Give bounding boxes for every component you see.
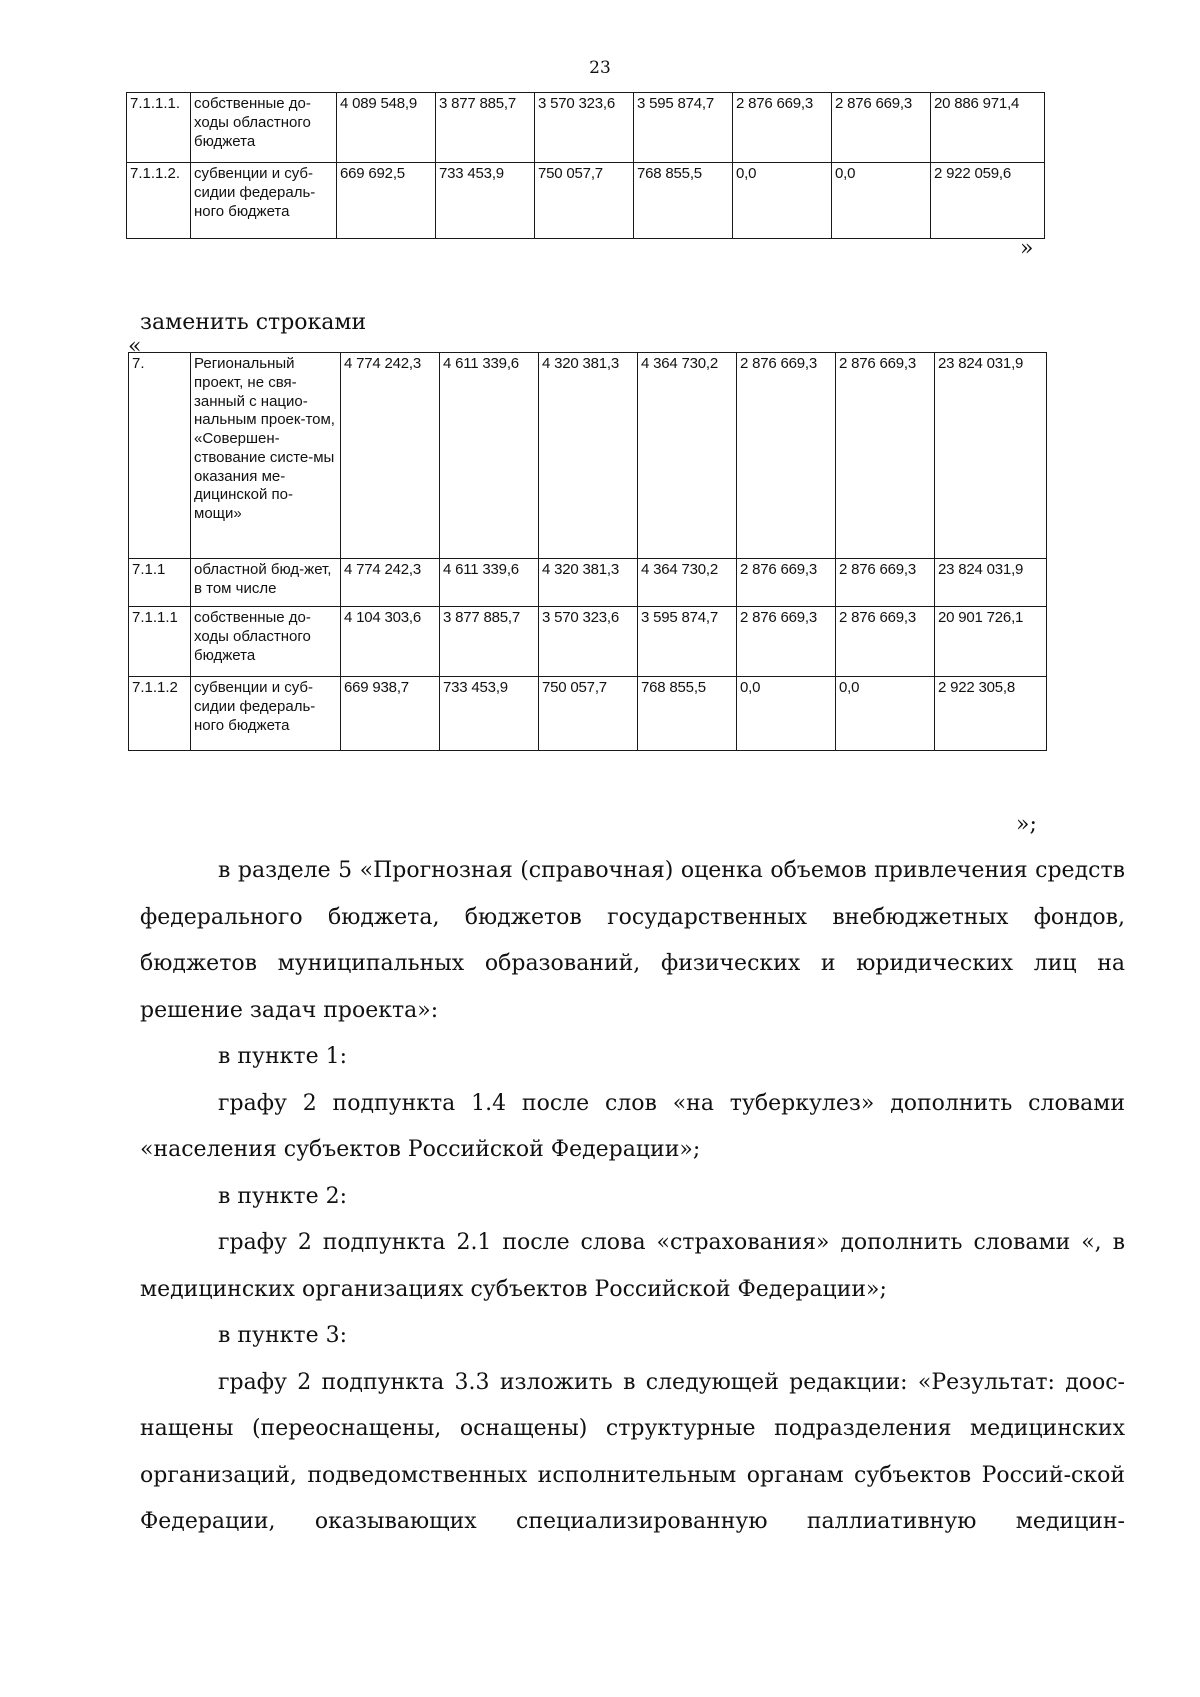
cell-value: 3 570 323,6 <box>535 93 634 163</box>
cell-value: 3 877 885,7 <box>436 93 535 163</box>
paragraph-item-1: в пункте 1: <box>218 1044 347 1069</box>
cell-value: 4 774 242,3 <box>341 353 440 559</box>
cell-value: 750 057,7 <box>539 677 638 751</box>
row-name: субвенции и суб-сидии федераль-ного бюджета <box>191 163 337 239</box>
paragraph-subitem-3-3: графу 2 подпункта 3.3 изложить в следующей редакции: «Результат: доос-нащены (переоснащены, оснащены) структурные подразделения медицинских организаций, подведомственных исполнительным органам субъектов Россий-ской Федерации, оказывающих специализированную паллиативную медицин- <box>140 1369 1125 1534</box>
replace-label: заменить строками <box>140 310 367 335</box>
close-quote-new: »; <box>1016 812 1037 837</box>
table-row <box>129 353 1047 559</box>
cell-value: 4 320 381,3 <box>539 559 638 607</box>
cell-value: 23 824 031,9 <box>935 353 1047 559</box>
row-name: Региональный проект, не свя-занный с нацио-нальным проек-том, «Совершен-ствование систе-мы оказания ме-дицинской по-мощи» <box>191 353 341 559</box>
cell-value: 0,0 <box>737 677 836 751</box>
cell-value: 768 855,5 <box>634 163 733 239</box>
table-row <box>129 559 1047 607</box>
row-code: 7.1.1.2 <box>129 677 191 751</box>
cell-value: 2 876 669,3 <box>836 353 935 559</box>
cell-value: 3 595 874,7 <box>638 607 737 677</box>
table-row <box>127 93 1045 163</box>
cell-value: 2 876 669,3 <box>733 93 832 163</box>
cell-value: 2 876 669,3 <box>832 93 931 163</box>
paragraph-section-5: в разделе 5 «Прогнозная (справочная) оценка объемов привлечения средств федерального бюджета, бюджетов государственных внебюджетных фондов, бюджетов муниципальных образований, физических и юридических лиц на решение задач проекта»: <box>140 858 1125 1023</box>
paragraph-subitem-2-1: графу 2 подпункта 2.1 после слова «страхования» дополнить словами «, в медицинских организациях субъектов Российской Федерации»; <box>140 1230 1125 1302</box>
cell-value: 4 320 381,3 <box>539 353 638 559</box>
cell-value: 2 876 669,3 <box>836 607 935 677</box>
table-row <box>129 677 1047 751</box>
row-name: собственные до-ходы областного бюджета <box>191 607 341 677</box>
cell-value: 4 364 730,2 <box>638 559 737 607</box>
body-text <box>140 848 1125 1546</box>
table-row <box>127 163 1045 239</box>
cell-value: 3 570 323,6 <box>539 607 638 677</box>
cell-value: 2 876 669,3 <box>836 559 935 607</box>
paragraph-item-3: в пункте 3: <box>218 1323 347 1348</box>
row-name: собственные до-ходы областного бюджета <box>191 93 337 163</box>
cell-value: 733 453,9 <box>436 163 535 239</box>
close-quote-old: » <box>1020 236 1034 261</box>
cell-value: 4 611 339,6 <box>440 353 539 559</box>
cell-value: 768 855,5 <box>638 677 737 751</box>
new-rows-table <box>128 352 1047 751</box>
row-code: 7.1.1 <box>129 559 191 607</box>
cell-value: 733 453,9 <box>440 677 539 751</box>
cell-value: 0,0 <box>836 677 935 751</box>
cell-value: 2 876 669,3 <box>737 607 836 677</box>
cell-value: 0,0 <box>733 163 832 239</box>
cell-value: 3 877 885,7 <box>440 607 539 677</box>
row-name: субвенции и суб-сидии федераль-ного бюджета <box>191 677 341 751</box>
row-name: областной бюд-жет, в том числе <box>191 559 341 607</box>
cell-value: 2 876 669,3 <box>737 559 836 607</box>
page-number: 23 <box>589 58 611 78</box>
cell-value: 2 922 059,6 <box>931 163 1045 239</box>
paragraph-item-2: в пункте 2: <box>218 1183 347 1209</box>
open-quote-new: « <box>128 334 142 359</box>
cell-value: 669 692,5 <box>337 163 436 239</box>
cell-value: 3 595 874,7 <box>634 93 733 163</box>
cell-value: 750 057,7 <box>535 163 634 239</box>
cell-value: 0,0 <box>832 163 931 239</box>
cell-value: 4 104 303,6 <box>341 607 440 677</box>
cell-value: 4 774 242,3 <box>341 559 440 607</box>
cell-value: 20 901 726,1 <box>935 607 1047 677</box>
cell-value: 20 886 971,4 <box>931 93 1045 163</box>
row-code: 7. <box>129 353 191 559</box>
row-code: 7.1.1.2. <box>127 163 191 239</box>
table-row <box>129 607 1047 677</box>
cell-value: 23 824 031,9 <box>935 559 1047 607</box>
cell-value: 4 611 339,6 <box>440 559 539 607</box>
cell-value: 2 922 305,8 <box>935 677 1047 751</box>
cell-value: 669 938,7 <box>341 677 440 751</box>
paragraph-subitem-1-4: графу 2 подпункта 1.4 после слов «на туберкулез» дополнить словами «населения субъектов Российской Федерации»; <box>140 1090 1125 1162</box>
row-code: 7.1.1.1 <box>129 607 191 677</box>
cell-value: 4 364 730,2 <box>638 353 737 559</box>
row-code: 7.1.1.1. <box>127 93 191 163</box>
cell-value: 2 876 669,3 <box>737 353 836 559</box>
cell-value: 4 089 548,9 <box>337 93 436 163</box>
old-rows-table <box>126 92 1045 239</box>
